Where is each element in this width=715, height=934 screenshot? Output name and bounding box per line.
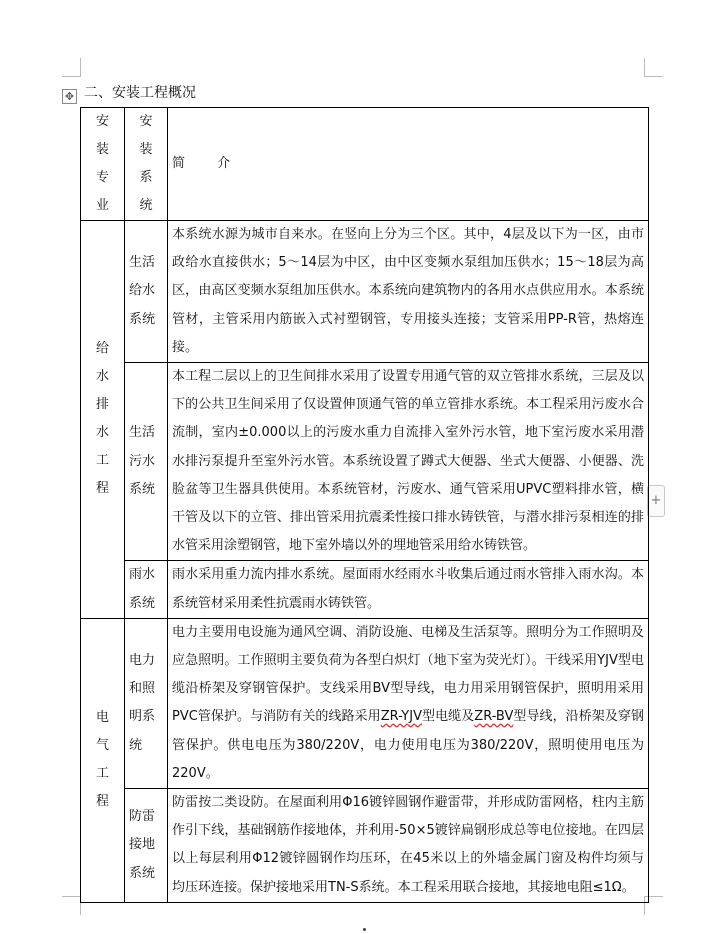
summary-cell: 电力主要用电设施为通风空调、消防设施、电梯及生活泵等。照明分为工作照明及应急照明。工作照明主要负荷为各型白炽灯（地下室为荧光灯）。干线采用YJV型电缆沿桥架及穿钢管保护。支线采用BV型导线，电力用采用钢管保护，照明用采用PVC管保护。与消防有关的线路采用ZR-YJV型电缆及ZR-BV型导线，沿桥架及穿钢管保护。供电电压为380/220V，电力使用电压为380/220V，照明使用电压为220V。	[168, 618, 649, 788]
header-specialty: 安装专业	[81, 108, 125, 221]
table-move-handle-icon[interactable]: ✥	[62, 89, 77, 104]
summary-cell: 本系统水源为城市自来水。在竖向上分为三个区。其中，4层及以下为一区，由市政给水直接供水；5～14层为中区，由中区变频水泵组加压供水；15～18层为高区，由高区变频水泵组加压供水。本系统向建筑物内的各用水点供应用水。本系统管材，主管采用内筋嵌入式衬塑钢管，专用接头连接；支管采用PP-R管，热熔连接。	[168, 221, 649, 363]
table-row	[81, 618, 649, 788]
table-row	[81, 363, 649, 561]
specialty-cell: 给水排水工程	[81, 221, 125, 619]
system-cell: 生活给水系统	[125, 221, 168, 363]
section-heading: 二、安装工程概况	[84, 85, 196, 101]
spellcheck-underlined-term: ZR-BV	[474, 709, 514, 725]
table-row	[81, 561, 649, 618]
summary-cell: 防雷按二类设防。在屋面利用Φ16镀锌圆钢作避雷带，并形成防雷网格，柱内主筋作引下线，基础钢筋作接地体，并利用-50×5镀锌扁钢形成总等电位接地。在四层以上每层利用Φ12镀锌圆钢作均压环，在45米以上的外墙金属门窗及构件均须与均压环连接。保护接地采用TN-S系统。本工程采用联合接地，其接地电阻≤1Ω。	[168, 789, 649, 903]
page-dot	[363, 928, 366, 931]
system-cell: 防雷接地系统	[125, 789, 168, 903]
summary-cell: 雨水采用重力流内排水系统。屋面雨水经雨水斗收集后通过雨水管排入雨水沟。本系统管材采用柔性抗震雨水铸铁管。	[168, 561, 649, 618]
table-row	[81, 221, 649, 363]
specialty-cell: 电气工程	[81, 618, 125, 902]
installation-overview-table	[80, 107, 649, 903]
header-system: 安装系统	[125, 108, 168, 221]
system-cell: 雨水系统	[125, 561, 168, 618]
page-corner-mark	[644, 58, 663, 77]
system-cell: 生活污水系统	[125, 363, 168, 561]
spellcheck-underlined-term: ZR-YJV	[380, 709, 422, 725]
page-corner-mark	[62, 896, 81, 915]
table-row	[81, 789, 649, 903]
summary-cell: 本工程二层以上的卫生间排水采用了设置专用通气管的双立管排水系统，三层及以下的公共卫生间采用了仅设置伸顶通气管的单立管排水系统。本工程采用污废水合流制，室内±0.000以上的污废水重力自流排入室外污水管，地下室污废水采用潜水排污泵提升至室外污水管。本系统设置了蹲式大便器、坐式大便器、小便器、洗脸盆等卫生器具供使用。本系统管材，污废水、通气管采用UPVC塑料排水管，横干管及以下的立管、排出管采用抗震柔性接口排水铸铁管，与潜水排污泵相连的排水管采用涂塑钢管，地下室外墙以外的埋地管采用给水铸铁管。	[168, 363, 649, 561]
page-corner-mark	[62, 58, 81, 77]
add-column-icon[interactable]: +	[647, 485, 665, 517]
header-summary: 简 介	[168, 108, 649, 221]
system-cell: 电力和照明系统	[125, 618, 168, 788]
table-header-row	[81, 108, 649, 221]
